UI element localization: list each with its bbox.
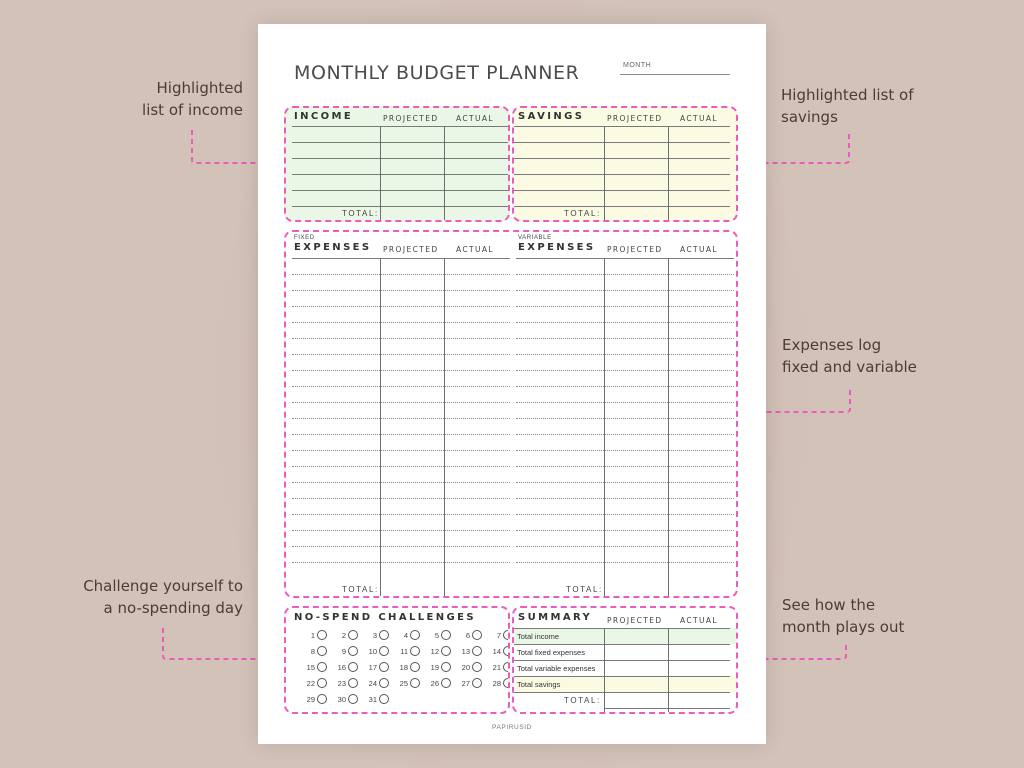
no-spend-day[interactable] [420,678,451,688]
variable-expense-row-line [516,354,734,355]
day-checkbox[interactable] [379,646,389,656]
summary-total-savings: Total savings [517,680,561,689]
brand-footer: PAPIRUSID [492,724,532,731]
no-spend-day[interactable] [451,662,482,672]
day-number: 4 [403,630,408,640]
fixed-total-label: TOTAL: [342,585,379,594]
day-number: 6 [465,630,470,640]
variable-expense-row-line [516,418,734,419]
day-checkbox[interactable] [317,662,327,672]
variable-expenses-heading: EXPENSES [518,242,596,253]
day-number: 26 [430,678,439,688]
expenses-callout-line1: Expenses log [782,336,882,354]
fixed-expense-row-line [292,354,510,355]
income-section [284,106,510,222]
no-spend-day-row [296,662,510,672]
no-spend-day[interactable] [296,646,327,656]
no-spend-day[interactable] [327,662,358,672]
fixed-expense-row-line [292,274,510,275]
savings-callout [781,84,914,128]
no-spend-day[interactable] [482,646,510,656]
fixed-expense-row-line [292,466,510,467]
day-number: 1 [310,630,315,640]
fixed-label: FIXED [294,235,315,241]
income-heading: INCOME [294,111,354,122]
no-spend-day[interactable] [482,662,510,672]
fixed-expense-row-line [292,386,510,387]
budget-planner-page [258,24,766,744]
day-checkbox[interactable] [317,678,327,688]
fixed-expense-row-line [292,402,510,403]
day-number: 2 [341,630,346,640]
day-number: 18 [399,662,408,672]
day-number: 9 [341,646,346,656]
summary-projected-header: PROJECTED [607,616,663,625]
expenses-callout-line2: fixed and variable [782,358,917,376]
day-checkbox[interactable] [348,678,358,688]
variable-expense-row-line [516,434,734,435]
no-spend-day-row [296,694,389,704]
day-checkbox[interactable] [503,662,510,672]
day-checkbox[interactable] [317,694,327,704]
day-checkbox[interactable] [379,662,389,672]
summary-callout [782,594,904,638]
variable-expense-row-line [516,482,734,483]
variable-expense-row-line [516,290,734,291]
income-callout-line2: list of income [142,101,243,119]
savings-actual-header: ACTUAL [680,114,719,123]
variable-expense-row-line [516,466,734,467]
fixed-expense-row-line [292,482,510,483]
fixed-projected-header: PROJECTED [383,245,439,254]
day-number: 22 [306,678,315,688]
day-checkbox[interactable] [472,630,482,640]
variable-expense-row-line [516,386,734,387]
no-spend-day[interactable] [451,646,482,656]
day-number: 29 [306,694,315,704]
summary-callout-line1: See how the [782,596,876,614]
variable-expense-row-line [516,370,734,371]
no-spend-section [284,606,510,714]
day-checkbox[interactable] [348,646,358,656]
summary-total-fixed-expenses: Total fixed expenses [517,648,585,657]
savings-section [512,106,738,222]
variable-expense-row-line [516,306,734,307]
page-title: MONTHLY BUDGET PLANNER [294,62,580,84]
no-spend-day[interactable] [389,662,420,672]
challenge-callout-line1: Challenge yourself to [83,577,243,595]
day-checkbox[interactable] [317,630,327,640]
day-number: 13 [461,646,470,656]
income-total-label: TOTAL: [342,209,379,218]
no-spend-day[interactable] [358,662,389,672]
no-spend-day[interactable] [327,694,358,704]
day-number: 17 [368,662,377,672]
summary-section [512,606,738,714]
variable-label: VARIABLE [518,235,552,241]
day-checkbox[interactable] [348,694,358,704]
variable-expense-row-line [516,450,734,451]
variable-projected-header: PROJECTED [607,245,663,254]
fixed-expense-row-line [292,562,510,563]
fixed-expense-row-line [292,450,510,451]
fixed-expense-row-line [292,370,510,371]
savings-callout-line2: savings [781,108,838,126]
no-spend-day[interactable] [451,630,482,640]
month-label: MONTH [623,62,652,69]
day-number: 11 [400,646,408,656]
day-checkbox[interactable] [379,630,389,640]
no-spend-day-row [296,646,510,656]
day-number: 25 [399,678,408,688]
variable-expense-row-line [516,546,734,547]
day-checkbox[interactable] [472,678,482,688]
fixed-expenses-heading: EXPENSES [294,242,372,253]
day-checkbox[interactable] [472,646,482,656]
day-checkbox[interactable] [410,678,420,688]
day-number: 24 [368,678,377,688]
day-number: 27 [461,678,470,688]
day-checkbox[interactable] [472,662,482,672]
day-number: 8 [310,646,315,656]
income-callout [120,77,243,121]
no-spend-day[interactable] [296,678,327,688]
no-spend-day[interactable] [451,678,482,688]
day-number: 31 [368,694,377,704]
no-spend-day[interactable] [389,678,420,688]
savings-total-label: TOTAL: [564,209,601,218]
day-number: 12 [430,646,439,656]
no-spend-day[interactable] [327,646,358,656]
day-checkbox[interactable] [503,678,510,688]
variable-total-label: TOTAL: [566,585,603,594]
variable-expense-row-line [516,274,734,275]
no-spend-day[interactable] [420,646,451,656]
day-number: 20 [461,662,470,672]
day-checkbox[interactable] [441,678,451,688]
variable-expense-row-line [516,402,734,403]
fixed-expense-row-line [292,434,510,435]
summary-total-income: Total income [517,632,560,641]
summary-callout-line2: month plays out [782,618,905,636]
day-checkbox[interactable] [410,630,420,640]
day-number: 7 [496,630,501,640]
fixed-actual-header: ACTUAL [456,245,495,254]
no-spend-day[interactable] [389,630,420,640]
no-spend-day[interactable] [358,694,389,704]
income-projected-header: PROJECTED [383,114,439,123]
no-spend-day[interactable] [296,694,327,704]
savings-callout-line1: Highlighted list of [781,86,914,104]
variable-expense-row-line [516,530,734,531]
no-spend-day[interactable] [482,678,510,688]
day-checkbox[interactable] [348,662,358,672]
income-actual-header: ACTUAL [456,114,495,123]
fixed-expense-row-line [292,418,510,419]
no-spend-day[interactable] [482,630,510,640]
day-checkbox[interactable] [441,630,451,640]
day-checkbox[interactable] [379,694,389,704]
day-number: 30 [337,694,346,704]
variable-expense-row-line [516,322,734,323]
day-checkbox[interactable] [317,646,327,656]
day-number: 3 [372,630,377,640]
no-spend-day[interactable] [358,678,389,688]
no-spend-day-row [296,630,510,640]
variable-expense-row-line [516,258,734,259]
summary-total-label: TOTAL: [564,696,601,705]
no-spend-day[interactable] [358,646,389,656]
summary-heading: SUMMARY [518,612,593,623]
no-spend-heading: NO-SPEND CHALLENGES [294,612,476,623]
day-checkbox[interactable] [503,630,510,640]
no-spend-day[interactable] [296,662,327,672]
month-field[interactable] [620,74,730,75]
no-spend-day[interactable] [420,630,451,640]
fixed-expense-row-line [292,514,510,515]
day-checkbox[interactable] [379,678,389,688]
challenge-callout-line2: a no-spending day [103,599,243,617]
day-number: 28 [492,678,501,688]
summary-total-variable-expenses: Total variable expenses [517,664,596,673]
no-spend-day[interactable] [389,646,420,656]
challenge-callout [60,575,243,619]
fixed-expense-row-line [292,290,510,291]
fixed-expense-row-line [292,498,510,499]
day-checkbox[interactable] [410,646,420,656]
expenses-section [284,230,738,598]
savings-projected-header: PROJECTED [607,114,663,123]
day-number: 14 [492,646,501,656]
no-spend-day[interactable] [420,662,451,672]
no-spend-day[interactable] [296,630,327,640]
fixed-expense-row-line [292,306,510,307]
summary-actual-header: ACTUAL [680,616,719,625]
fixed-expense-row-line [292,322,510,323]
day-number: 16 [337,662,346,672]
variable-expense-row-line [516,498,734,499]
day-number: 15 [306,662,315,672]
day-checkbox[interactable] [503,646,510,656]
income-callout-line1: Highlighted [156,79,243,97]
day-checkbox[interactable] [441,646,451,656]
day-checkbox[interactable] [348,630,358,640]
variable-expense-row-line [516,338,734,339]
day-number: 5 [434,630,439,640]
no-spend-day-row [296,678,510,688]
day-number: 23 [337,678,346,688]
no-spend-day[interactable] [327,678,358,688]
savings-heading: SAVINGS [518,111,585,122]
no-spend-day[interactable] [327,630,358,640]
fixed-expense-row-line [292,338,510,339]
day-checkbox[interactable] [410,662,420,672]
day-checkbox[interactable] [441,662,451,672]
day-number: 21 [492,662,501,672]
day-number: 19 [430,662,439,672]
day-number: 10 [368,646,377,656]
no-spend-day[interactable] [358,630,389,640]
variable-expense-row-line [516,562,734,563]
expenses-callout [782,334,917,378]
fixed-expense-row-line [292,258,510,259]
variable-expense-row-line [516,514,734,515]
fixed-expense-row-line [292,530,510,531]
variable-actual-header: ACTUAL [680,245,719,254]
fixed-expense-row-line [292,546,510,547]
